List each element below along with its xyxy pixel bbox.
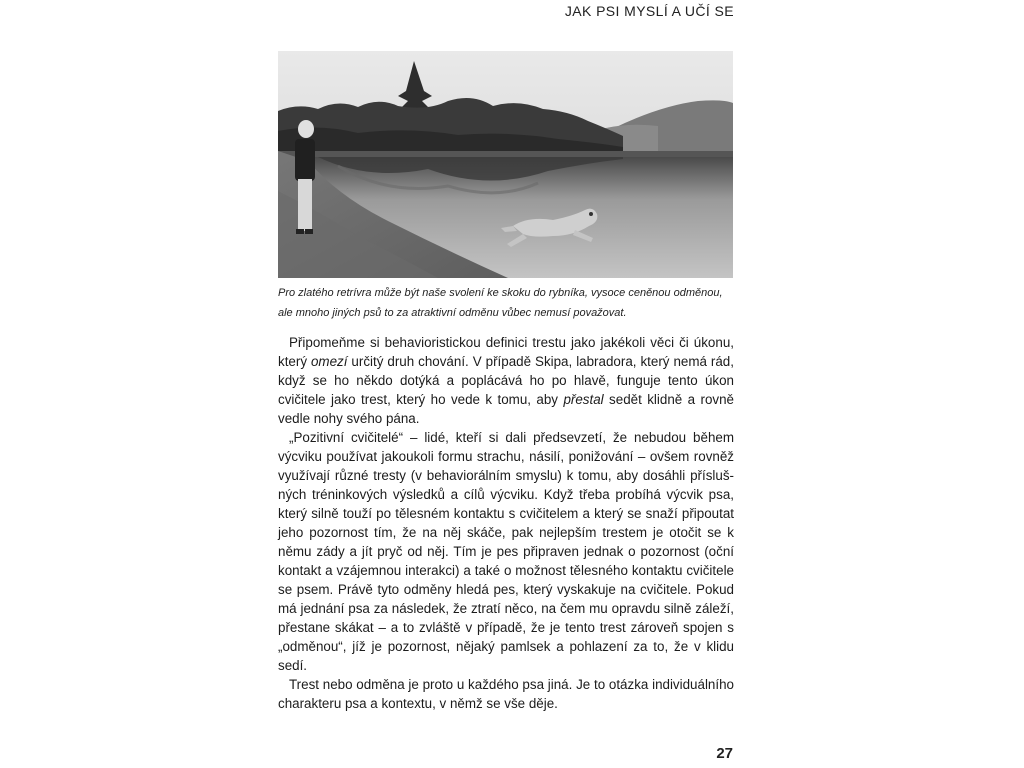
paragraph-2: „Pozitivní cvičitelé“ – lidé, kteří si dali předsevzetí, že nebudou během výcviku používat jakoukoli formu strachu, násilí, ponižování – ovšem rovněž využívají různé tresty (v behaviorálním smyslu) k tomu, aby dosáhli příslušných tréninkových výsledků a cílů výcviku. Když třeba probíhá výcvik psa, který silně touží po tělesném kontaktu s cvičitelem a který se snaží připoutat jeho pozornost tím, že na něj skáče, pak nejlepším trestem je otočit se k němu zády a jít pryč od něj. Tím je pes připraven jednak o pozornost (oční kontakt a vzájemnou interakci) a také o možnost tělesného kontaktu cvičitele se psem. Právě tyto odměny hledá pes, který vyskakuje na cvičitele. Pokud má jednání psa za následek, že ztratí něco, na čem mu opravdu silně záleží, přestane skákat – a to zvláště v případě, že je tento trest zároveň spojen s „odměnou“, jíž je pozornost, nějaký pamlsek a pohlazení za to, že v klidu sedí. — [278, 430, 734, 673]
running-head: JAK PSI MYSLÍ A UČÍ SE — [564, 3, 734, 19]
body-text — [278, 333, 734, 713]
figure-caption: Pro zlatého retrívra může být naše svolení ke skoku do rybníka, vysoce ceněnou odměnou, ale mnoho jiných psů to za atraktivní odměnu vůbec nemusí považovat. — [278, 287, 723, 319]
emphasis-text: přestal — [563, 392, 604, 407]
page-number: 27 — [716, 745, 733, 762]
paragraph-3: Trest nebo odměna je proto u každého psa jiná. Je to otázka individuálního charakteru psa a kontextu, v němž se vše děje. — [278, 677, 734, 711]
emphasis-text: omezí — [310, 354, 348, 369]
pond-scene-image — [278, 51, 733, 278]
paragraph-1 — [278, 333, 734, 428]
text-run: Připomeňme si behavioristickou definici trestu jako jakékoli věci či úkonu, který — [278, 335, 734, 369]
photo-dog-jumping-into-pond — [278, 51, 733, 278]
text-run: určitý druh chování. V případě Skipa, labradora, který nemá rád, když se ho někdo dotýká a poplácává ho po hlavě, funguje tento úkon cvičitele jako trest, který ho vede k tomu, aby — [278, 354, 734, 407]
text-run: sedět klidně a rovně vedle nohy svého pána. — [278, 392, 734, 426]
